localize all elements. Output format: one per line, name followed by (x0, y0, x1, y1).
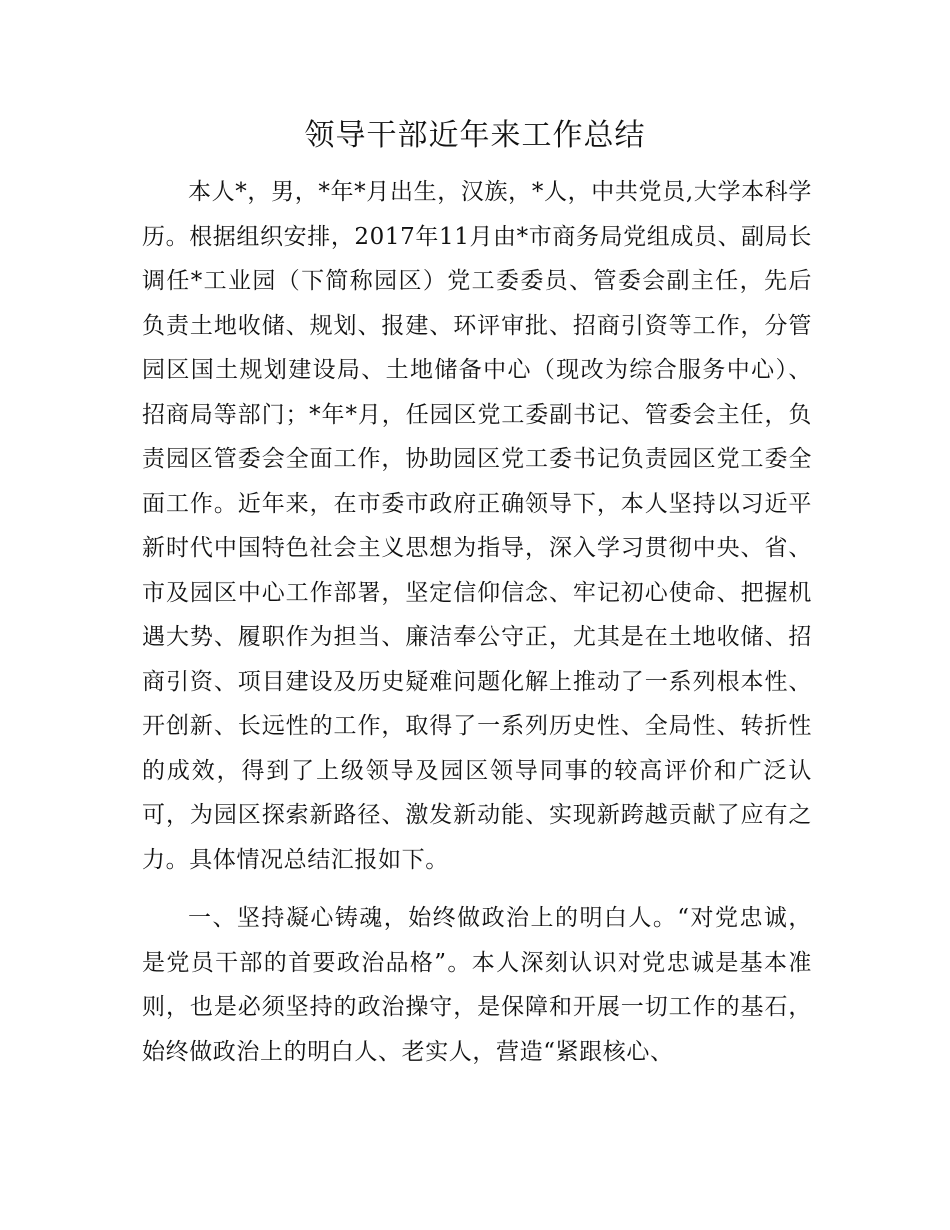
document-title: 领导干部近年来工作总结 (304, 118, 646, 153)
document-body (142, 170, 812, 1074)
paragraph-section-one: 一、坚持凝心铸魂，始终做政治上的明白人。“对党忠诚，是党员干部的首要政治品格”。本人深刻认识对党忠诚是基本准则，也是必须坚持的政治操守，是保障和开展一切工作的基石，始终做政治上的明白人、老实人，营造“紧跟核心、 (142, 905, 812, 1065)
paragraph-intro: 本人*，男，*年*月出生，汉族，*人，中共党员,大学本科学历。根据组织安排，2017年11月由*市商务局党组成员、副局长调任*工业园（下简称园区）党工委委员、管委会副主任，先后负责土地收储、规划、报建、环评审批、招商引资等工作，分管园区国土规划建设局、土地储备中心（现改为综合服务中心）、招商局等部门；*年*月，任园区党工委副书记、管委会主任，负责园区管委会全面工作，协助园区党工委书记负责园区党工委全面工作。近年来，在市委市政府正确领导下，本人坚持以习近平新时代中国特色社会主义思想为指导，深入学习贯彻中央、省、市及园区中心工作部署，坚定信仰信念、牢记初心使命、把握机遇大势、履职作为担当、廉洁奉公守正，尤其是在土地收储、招商引资、项目建设及历史疑难问题化解上推动了一系列根本性、开创新、长远性的工作，取得了一系列历史性、全局性、转折性的成效，得到了上级领导及园区领导同事的较高评价和广泛认可，为园区探索新路径、激发新动能、实现新跨越贡献了应有之力。具体情况总结汇报如下。 (142, 179, 812, 873)
